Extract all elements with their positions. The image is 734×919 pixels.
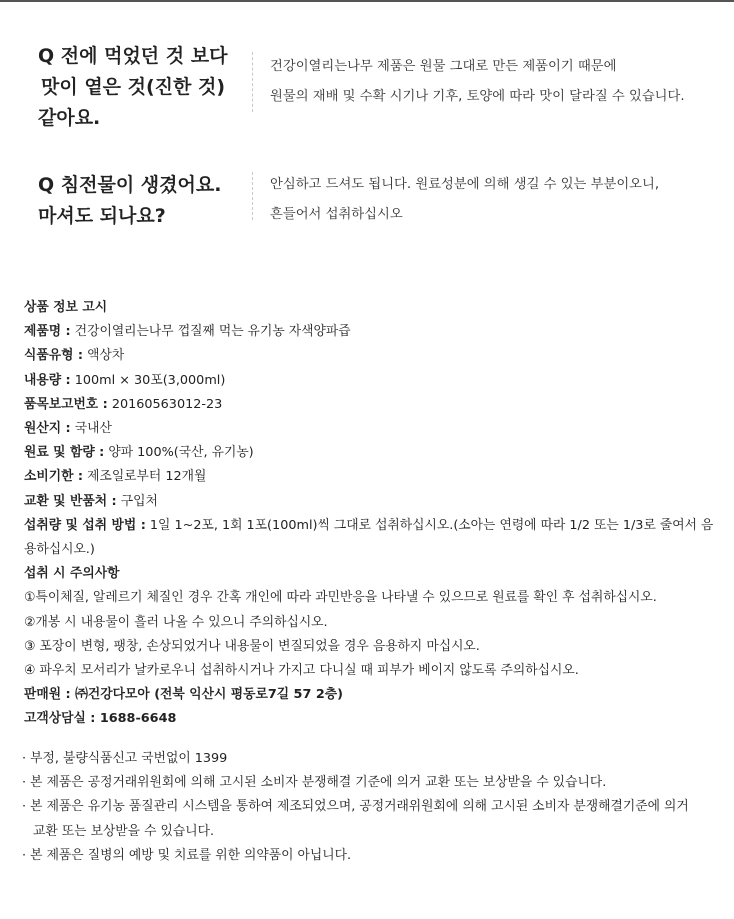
faq-question-1: [38, 41, 248, 134]
info-caution-item: ③ 포장이 변형, 팽창, 손상되었거나 내용물이 변질되었을 경우 음용하지 마십시오.: [24, 638, 480, 654]
faq-answer-line: 건강이열리는나무 제품은 원물 그대로 만든 제품이기 때문에: [270, 59, 617, 74]
legal-notes: [22, 747, 727, 868]
info-report-no: 품목보고번호 : 20160563012-23: [24, 396, 223, 412]
info-dosage: 섭취량 및 섭취 방법 : 1일 1~2포, 1회 1포(100ml)씩 그대로 섭취하십시오.(소아는 연령에 따라 1/2 또는 1/3로 줄여서 음용하십시오.): [24, 517, 714, 558]
faq-question-line: 같아요.: [38, 107, 101, 129]
note-item: · 본 제품은 유기농 품질관리 시스템을 통하여 제조되었으며, 공정거래위원회에 의해 고시된 소비자 분쟁해결기준에 의거: [22, 799, 689, 815]
faq-divider-2: [252, 172, 253, 220]
top-divider: [0, 0, 734, 2]
info-shelf-life: 소비기한 : 제조일로부터 12개월: [24, 469, 207, 485]
info-exchange: 교환 및 반품처 : 구입처: [24, 493, 158, 509]
faq-question-line: Q 전에 먹었던 것 보다: [38, 45, 228, 67]
info-food-type: 식품유형 : 액상차: [24, 348, 125, 364]
faq-answer-line: 흔들어서 섭취하십시오: [270, 207, 403, 222]
faq-answer-line: 원물의 재배 및 수확 시기나 기후, 토양에 따라 맛이 달라질 수 있습니다.: [270, 89, 685, 104]
info-customer-center: 고객상담실 : 1688-6648: [24, 711, 177, 727]
faq-answer-1: [270, 52, 725, 112]
info-caution-item: ①특이체질, 알레르기 체질인 경우 간혹 개인에 따라 과민반응을 나타낼 수 있으므로 원료를 확인 후 섭취하십시오.: [24, 590, 657, 606]
info-product-name: 제품명 : 건강이열리는나무 껍질째 먹는 유기농 자색양파즙: [24, 324, 351, 340]
faq-question-line: 마셔도 되나요?: [38, 205, 166, 227]
note-item-continued: 교환 또는 보상받을 수 있습니다.: [33, 823, 215, 839]
note-item: · 본 제품은 질병의 예방 및 치료를 위한 의약품이 아닙니다.: [22, 847, 352, 863]
info-seller: 판매원 : ㈜건강다모아 (전북 익산시 평동로7길 57 2층): [24, 687, 343, 703]
product-info-notice: [24, 296, 724, 732]
info-cautions-heading: 섭취 시 주의사항: [24, 566, 120, 582]
info-ingredients: 원료 및 함량 : 양파 100%(국산, 유기농): [24, 445, 254, 461]
info-origin: 원산지 : 국내산: [24, 421, 112, 437]
info-caution-item: ④ 파우치 모서리가 날카로우니 섭취하시거나 가지고 다니실 때 피부가 베이지 않도록 주의하십시오.: [24, 663, 579, 679]
faq-divider-1: [252, 52, 253, 112]
faq-question-2: [38, 170, 248, 232]
info-volume: 내용량 : 100ml × 30포(3,000ml): [24, 372, 226, 388]
faq-question-line: 맛이 옅은 것(진한 것): [41, 76, 226, 98]
info-caution-item: ②개봉 시 내용물이 흘러 나올 수 있으니 주의하십시오.: [24, 614, 328, 630]
note-item: · 본 제품은 공정거래위원회에 의해 고시된 소비자 분쟁해결 기준에 의거 교환 또는 보상받을 수 있습니다.: [22, 775, 607, 791]
faq-answer-2: [270, 170, 725, 230]
faq-answer-line: 안심하고 드셔도 됩니다. 원료성분에 의해 생길 수 있는 부분이오니,: [270, 177, 660, 192]
note-item: · 부정, 불량식품신고 국번없이 1399: [22, 751, 228, 766]
faq-question-line: Q 침전물이 생겼어요.: [38, 174, 222, 196]
info-heading: 상품 정보 고시: [24, 300, 108, 315]
